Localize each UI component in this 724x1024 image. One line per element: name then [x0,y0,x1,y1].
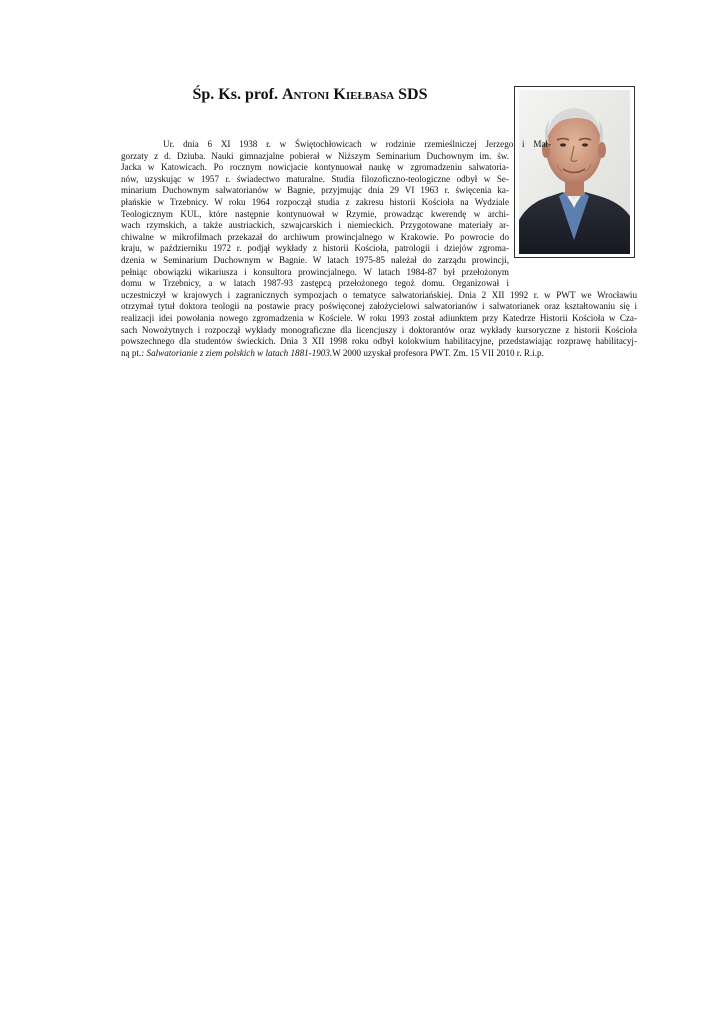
bio-line: gorzaty z d. Dziuba. Nauki gimnazjalne pobierał w Niższym Seminarium Duchownym im. św. [121,150,509,161]
bio-last-prefix: ną pt. [121,347,142,358]
bio-line: Teologicznym KUL, które następnie kontynuował w Rzymie, prowadząc kwerendę w archi- [121,208,509,219]
bio-line: minarium Duchownym salwatorianów w Bagnie, przyjmując dnia 29 VI 1963 r. święcenia ka- [121,185,509,196]
title-name: Antoni Kiełbasa [281,86,395,103]
bio-line: realizacji idei powołania nowego zgromadzenia w Kościele. W roku 1993 został adiunktem przy Katedrze Historii Kościoła w Cza- [121,312,637,323]
bio-line: nów, uzyskując w 1957 r. świadectwo maturalne. Studia filozoficzno-teologiczne odbył w Se- [121,173,509,184]
bio-line: uczestniczył w krajowych i zagranicznych sympozjach o tematyce salwatoriańskiej. Dnia 2 XII 1992 r. w PWT we Wrocławiu [121,289,637,300]
bio-last-line [121,348,637,360]
bio-line: pełniąc obowiązki wikariusza i konsultora prowincjalnego. W latach 1984-87 był przełożonym [121,266,509,277]
page-title [170,86,450,104]
bio-line: Jacka w Katowicach. Po rocznym nowicjacie kontynuował naukę w zgromadzeniu salwatoria- [121,162,509,173]
bio-line: Ur. dnia 6 XI 1938 r. w Świętochłowicach w rodzinie rzemieślniczej Jerzego i Mał- [163,139,551,149]
bio-line: powszechnego dla studentów świeckich. Dnia 3 XII 1998 roku odbył kolokwium habilitacyjne, przedstawiając rozprawę habilitacyj- [121,336,637,347]
biography-text [121,139,637,359]
bio-line: otrzymał tytuł doktora teologii na postawie pracy poświęconej założycielowi salwatorianów i salwatorianek oraz kształtowaniu się i [121,301,637,312]
title-suffix: SDS [394,86,428,103]
bio-line: sach Nowożytnych i rozpoczął wykłady monograficzne dla licencjuszy i doktorantów oraz wykłady kursoryczne z historii Kościoła [121,324,637,335]
bio-line: domu w Trzebnicy, a w latach 1987-93 zastępcą przełożonego tegoż domu. Organizował i [121,278,509,289]
bio-line: kraju, w październiku 1972 r. podjął wykłady z historii Kościoła, patrologii i dziejów zgroma- [121,243,509,254]
bio-line: wach rzymskich, a także austriackich, szwajcarskich i niemieckich. Przygotowane materiały ar- [121,220,509,231]
bio-line: chiwalne w mikrofilmach przekazał do archiwum prowincjalnego w Krakowie. Po powrocie do [121,231,509,242]
title-prefix: Śp. Ks. prof. [192,86,282,103]
bio-last-suffix: W 2000 uzyskał profesora PWT. Zm. 15 VII 2010 r. R.i.p. [332,347,544,358]
bio-line: płańskie w Trzebnicy. W roku 1964 rozpoczął studia z zakresu historii Kościoła na Wydziale [121,196,509,207]
thesis-title: : Salwatorianie z ziem polskich w latach 1881-1903. [141,347,333,358]
bio-line: dzenia w Seminarium Duchownym w Bagnie. W latach 1975-85 należał do zarządu prowincji, [121,254,509,265]
